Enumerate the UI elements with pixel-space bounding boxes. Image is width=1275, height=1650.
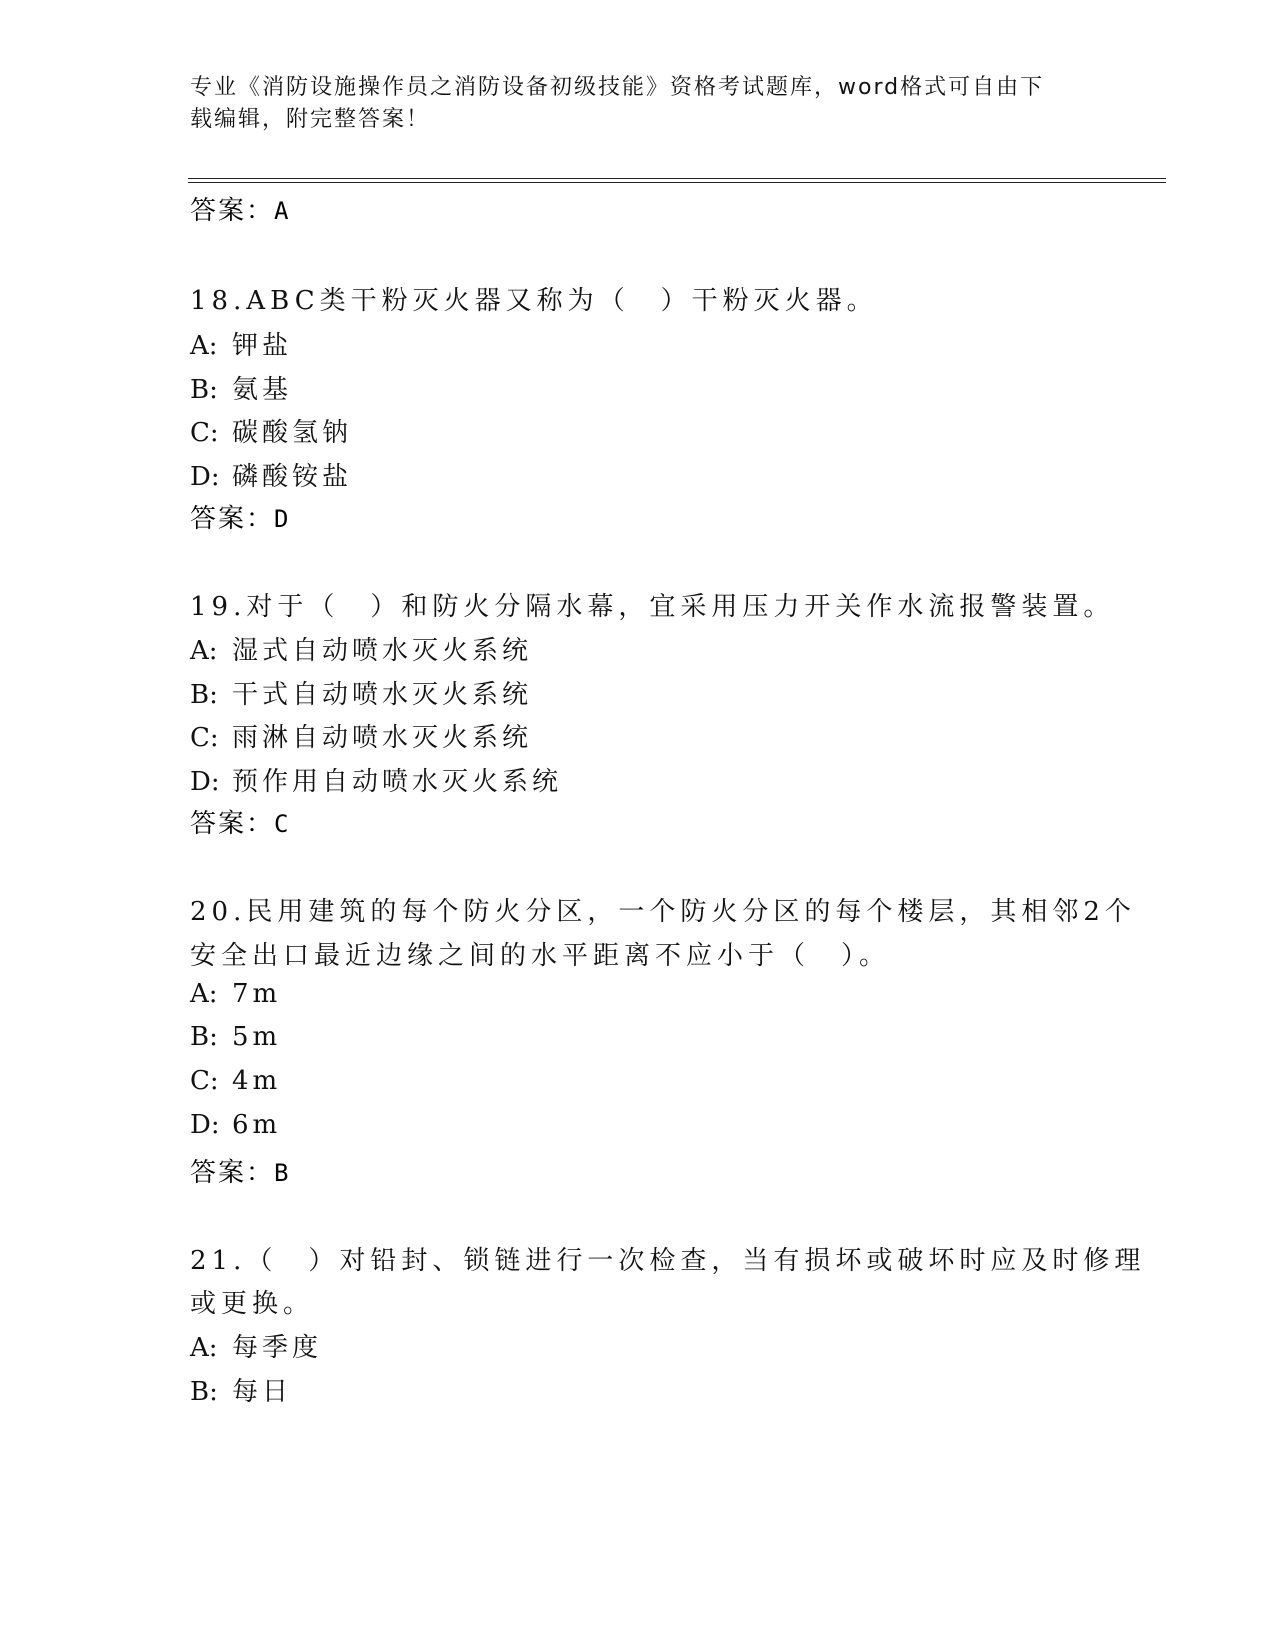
- question-19-option-d: [190, 761, 562, 798]
- option-text: 磷酸铵盐: [232, 462, 353, 492]
- question-18-answer: [190, 498, 290, 535]
- option-text: 每季度: [232, 1333, 323, 1363]
- question-19-option-c: [190, 717, 532, 754]
- option-key: A:: [190, 1333, 218, 1363]
- answer-label: 答案：: [190, 196, 275, 226]
- question-21-text-line-1: 21.（ ）对铅封、锁链进行一次检查，当有损坏或破坏时应及时修理: [190, 1246, 1146, 1276]
- question-18-option-d: [190, 456, 352, 493]
- header-divider-top: [188, 178, 1166, 179]
- option-key: B:: [190, 680, 218, 710]
- option-key: C:: [190, 1066, 219, 1096]
- answer-label: 答案：: [190, 504, 275, 534]
- answer-label: 答案：: [190, 809, 275, 839]
- option-key: A:: [190, 331, 218, 361]
- header-line-2: 载编辑，附完整答案！: [190, 107, 431, 132]
- option-key: C:: [190, 418, 219, 448]
- option-text: 7m: [232, 979, 282, 1009]
- option-key: A:: [190, 636, 218, 666]
- question-18-option-c: [190, 412, 352, 449]
- document-header: [190, 72, 1090, 136]
- question-19-option-b: [190, 674, 532, 711]
- answer-line: [190, 190, 290, 227]
- option-text: 钾盐: [232, 331, 293, 361]
- question-19-answer: [190, 803, 290, 840]
- option-text: 氨基: [232, 375, 293, 405]
- option-text: 5m: [232, 1022, 282, 1052]
- question-20-option-d: [190, 1110, 281, 1140]
- question-20-option-a: [190, 979, 281, 1009]
- question-19-option-a: [190, 630, 532, 667]
- option-key: D:: [190, 767, 220, 797]
- question-18-option-b: [190, 369, 292, 406]
- option-key: D:: [190, 1110, 220, 1140]
- header-line-1: 专业《消防设施操作员之消防设备初级技能》资格考试题库，word格式可自由下: [190, 75, 1045, 100]
- question-20-text-line-2: 安全出口最近边缘之间的水平距离不应小于（ ）。: [190, 941, 891, 971]
- question-21-text-line-2: 或更换。: [190, 1289, 315, 1319]
- option-key: B:: [190, 1377, 218, 1407]
- question-18-text: 18.ABC类干粉灭火器又称为（ ）干粉灭火器。: [190, 286, 878, 316]
- option-key: B:: [190, 1022, 218, 1052]
- question-19-text: 19.对于（ ）和防火分隔水幕，宜采用压力开关作水流报警装置。: [190, 592, 1115, 622]
- question-18-option-a: [190, 325, 292, 362]
- question-21-option-a: [190, 1327, 322, 1364]
- option-text: 干式自动喷水灭火系统: [232, 680, 533, 710]
- question-20-text-line-1: 20.民用建筑的每个防火分区，一个防火分区的每个楼层，其相邻2个: [190, 897, 1136, 927]
- option-text: 预作用自动喷水灭火系统: [232, 767, 563, 797]
- option-key: D:: [190, 462, 220, 492]
- answer-value: B: [274, 1159, 291, 1187]
- question-20-answer: [190, 1152, 290, 1189]
- option-text: 湿式自动喷水灭火系统: [232, 636, 533, 666]
- option-key: A:: [190, 979, 218, 1009]
- answer-value: D: [274, 505, 291, 533]
- option-text: 每日: [232, 1377, 293, 1407]
- question-20-option-b: [190, 1022, 281, 1052]
- question-21-option-b: [190, 1371, 292, 1408]
- answer-value: A: [274, 197, 291, 225]
- option-key: C:: [190, 723, 219, 753]
- option-text: 6m: [232, 1110, 282, 1140]
- answer-value: C: [274, 810, 291, 838]
- option-text: 碳酸氢钠: [232, 418, 353, 448]
- option-text: 4m: [232, 1066, 282, 1096]
- option-key: B:: [190, 375, 218, 405]
- header-divider-bottom: [188, 182, 1166, 183]
- answer-label: 答案：: [190, 1158, 275, 1188]
- option-text: 雨淋自动喷水灭火系统: [232, 723, 533, 753]
- question-20-option-c: [190, 1066, 281, 1096]
